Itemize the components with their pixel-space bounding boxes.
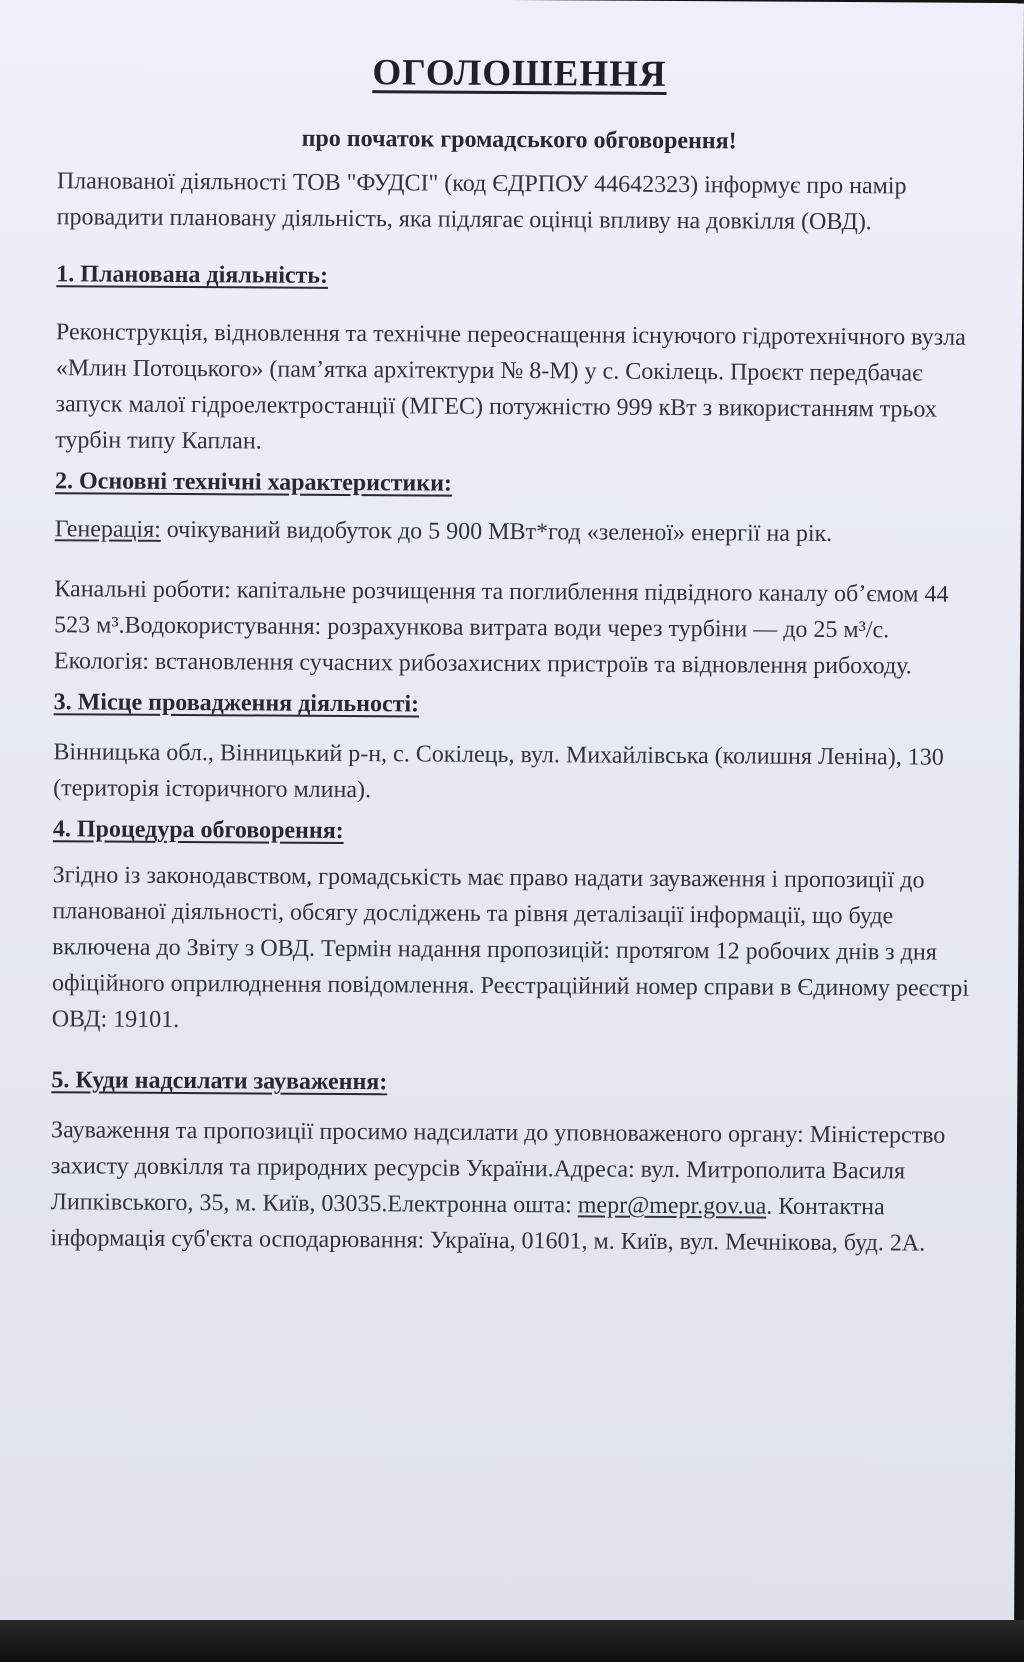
section-heading: 1. Планована діяльність: (56, 261, 329, 289)
section-location (53, 689, 978, 812)
generation-label: Генерація: (54, 516, 161, 543)
section-procedure (52, 816, 977, 1043)
contact-text-end: . Контактна інформація суб'єкта осподарювання: Україна, 01601, м. Київ, вул. Мечнікова, буд. 2А. (50, 1193, 926, 1257)
section-text: Згідно із законодавством, громадськість має право надати зауваження і пропозиції до планованої діяльності, обсягу досліджень та рівня деталізації інформації, що буде включена до Звіту з ОВД. Термін надання пропозицій: протягом 12 робочих днів з дня офіційного оприлюднення повідомлення. Реєстраційний номер справи в Єдиному реєстрі ОВД: 19101. (51, 862, 970, 1033)
section-heading: 3. Місце провадження діяльності: (53, 689, 420, 718)
background-surface (0, 1620, 1024, 1662)
notice-title: ОГОЛОШЕННЯ (372, 52, 667, 95)
notice-document (50, 37, 981, 1262)
email-link[interactable]: mepr@mepr.gov.ua (577, 1192, 767, 1220)
contact-text-start: Зауваження та пропозиції просимо надсилати до уповноваженого органу: Міністерство захисту довкілля та природних ресурсів України.Адреса: вул. Митрополита Василя Липківського, 35, м. Київ, 03035.Електронна ошта: (50, 1117, 946, 1219)
generation-text: очікуваний видобуток до 5 900 МВт*год «зеленої» енергії на рік. (160, 516, 833, 547)
generation-paragraph (55, 511, 979, 553)
section-heading: 5. Куди надсилати зауваження: (51, 1067, 388, 1096)
section-text: Реконструкція, відновлення та технічне переоснащення існуючого гідротехнічного вузла «Млин Потоцького» (пам’ятка архітектури № 8-М) у с. Сокілець. Проєкт передбачає запуск малої гідроелектростанції (МГЕС) потужністю 999 кВт з використанням трьох турбін типу Каплан. (55, 319, 966, 455)
section-heading: 2. Основні технічні характеристики: (54, 468, 453, 497)
section-text: Вінницька обл., Вінницький р-н, с. Сокілець, вул. Михайлівська (колишня Леніна), 130 (територія історичного млина). (53, 739, 944, 804)
works-paragraph: Канальні роботи: капітальне розчищення та поглиблення підвідного каналу об’ємом 44 523 м³.Водокористування: розрахункова витрата води через турбіни — до 25 м³/с. Екологія: встановлення сучасних рибозахисних пристроїв та відновлення рибоходу. (53, 576, 949, 680)
section-technical-characteristics (54, 468, 979, 685)
section-heading: 4. Процедура обговорення: (52, 816, 344, 844)
section-where-to-send (50, 1067, 975, 1262)
notice-intro: Планованої діяльності ТОВ "ФУДСІ" (код ЄДРПОУ 44642323) інформує про намір провадити плановану діяльність, яка підлягає оцінці впливу на довкілля (ОВД). (56, 168, 907, 236)
section-planned-activity (55, 261, 980, 464)
notice-subtitle: про початок громадського обговорення! (301, 125, 737, 155)
contact-paragraph (50, 1112, 975, 1262)
